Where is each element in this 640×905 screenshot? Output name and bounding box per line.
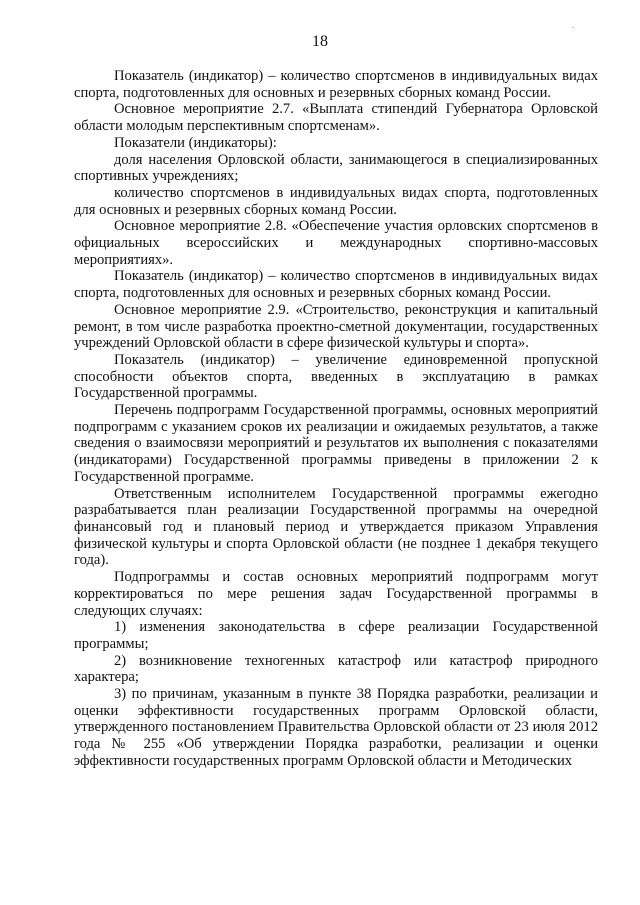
page-corner-mark: . bbox=[572, 20, 575, 30]
paragraph-indicator-athletes-1: Показатель (индикатор) – количество спортсменов в индивидуальных видах спорта, подготовленных для основных и резервных сборных команд России. bbox=[74, 68, 598, 101]
paragraph-measure-2-7: Основное мероприятие 2.7. «Выплата стипендий Губернатора Орловской области молодым перспективным спортсменам». bbox=[74, 101, 598, 135]
paragraph-responsible-executor: Ответственным исполнителем Государственной программы ежегодно разрабатывается план реализации Государственной программы на очередной финансовый год и плановый период и утверждается приказом Управления физической культуры и спорта Орловской области (не позднее 1 декабря текущего года). bbox=[74, 485, 598, 569]
paragraph-indicator-population-share: доля населения Орловской области, занимающегося в специализированных спортивных учреждениях; bbox=[74, 151, 598, 185]
paragraph-adjustment-cases: Подпрограммы и состав основных мероприятий подпрограмм могут корректироваться по мере решения задач Государственной программы в следующих случаях: bbox=[74, 569, 598, 619]
paragraph-case-1: 1) изменения законодательства в сфере реализации Государственной программы; bbox=[74, 619, 598, 652]
paragraph-indicators-heading: Показатели (индикаторы): bbox=[114, 134, 277, 151]
paragraph-indicator-athletes-2: количество спортсменов в индивидуальных видах спорта, подготовленных для основных и резервных сборных команд России. bbox=[74, 184, 598, 218]
paragraph-subprogram-list: Перечень подпрограмм Государственной программы, основных мероприятий подпрограмм с указанием сроков их реализации и ожидаемых результатов, а также сведения о взаимосвязи мероприятий и результатов их выполнения с показателями (индикаторами) Государственной программы приведены в приложении 2 к Государственной программе. bbox=[74, 402, 598, 485]
paragraph-case-2: 2) возникновение техногенных катастроф или катастроф природного характера; bbox=[74, 652, 598, 686]
page-number: 18 bbox=[312, 33, 328, 50]
paragraph-indicator-athletes-3: Показатель (индикатор) – количество спортсменов в индивидуальных видах спорта, подготовленных для основных и резервных сборных команд России. bbox=[74, 268, 598, 302]
paragraph-case-3: 3) по причинам, указанным в пункте 38 Порядка разработки, реализации и оценки эффективности государственных программ Орловской области, утвержденного постановлением Правительства Орловской области от 23 июля 2012 года № 255 «Об утверждении Порядка разработки, реализации и оценки эффективности государственных программ Орловской области и Методических bbox=[74, 686, 598, 769]
paragraph-indicator-capacity: Показатель (индикатор) – увеличение единовременной пропускной способности объектов спорта, введенных в эксплуатацию в рамках Государственной программы. bbox=[74, 351, 598, 402]
paragraph-measure-2-8: Основное мероприятие 2.8. «Обеспечение участия орловских спортсменов в официальных всероссийских и международных спортивно-массовых мероприятиях». bbox=[74, 218, 598, 268]
paragraph-measure-2-9: Основное мероприятие 2.9. «Строительство, реконструкция и капитальный ремонт, в том числе разработка проектно-сметной документации, государственных учреждений Орловской области в сфере физической культуры и спорта». bbox=[74, 301, 598, 352]
document-body bbox=[74, 68, 598, 770]
